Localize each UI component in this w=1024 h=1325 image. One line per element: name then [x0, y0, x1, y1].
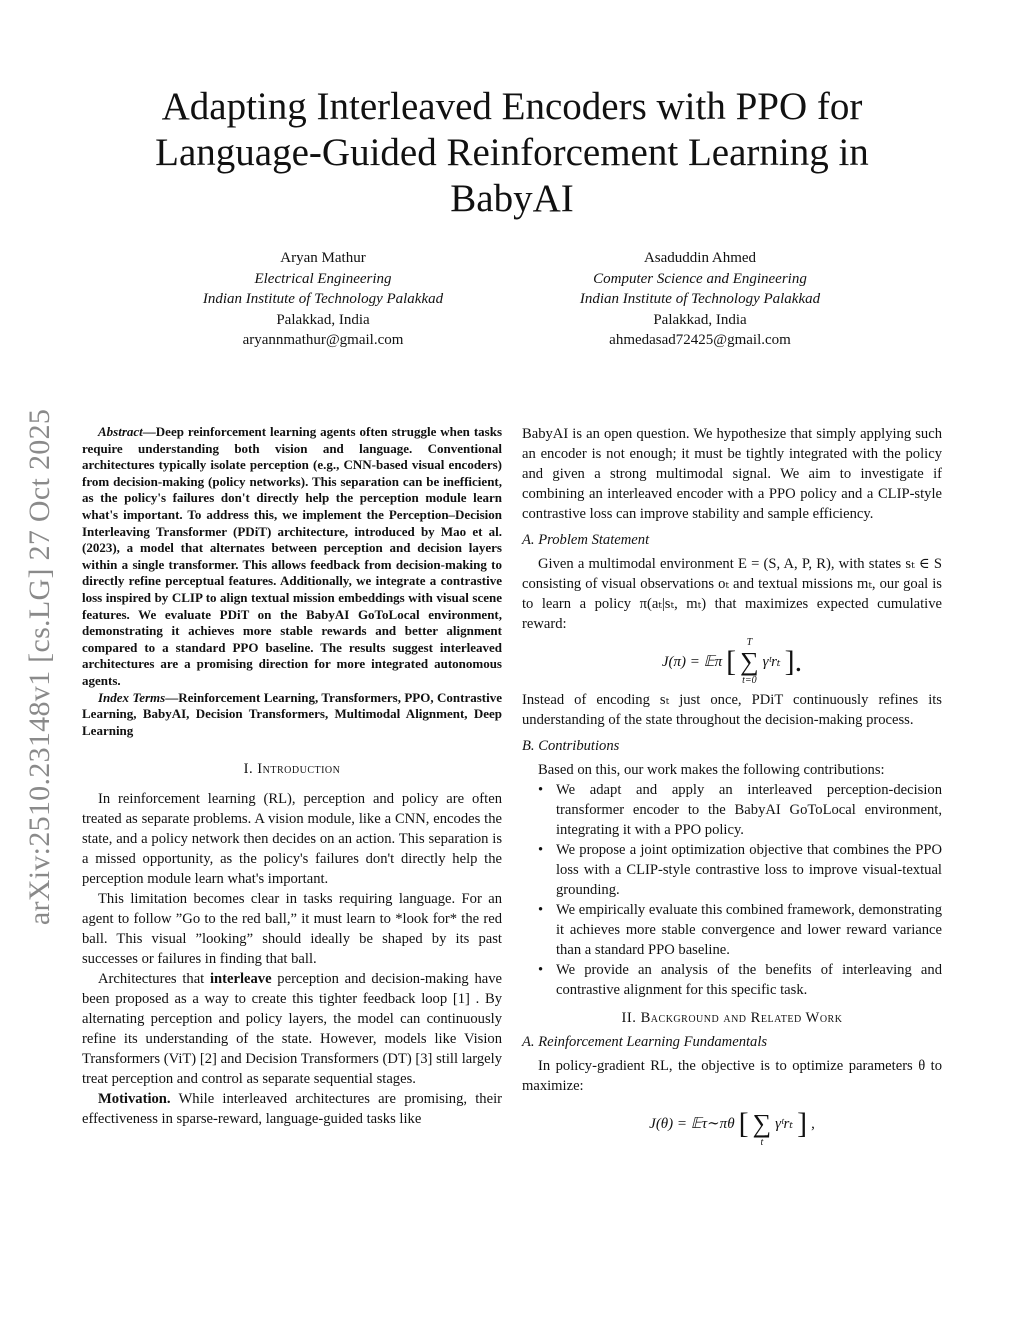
author-block-1	[123, 248, 523, 351]
index-terms-text: —Reinforcement Learning, Transformers, PPO, Contrastive Learning, BabyAI, Decision Transformers, Multimodal Alignment, Deep Learning	[82, 689, 502, 738]
equation-2	[522, 1102, 942, 1146]
subsection-heading-problem: A. Problem Statement	[522, 532, 650, 548]
text-span: While interleaved architectures are promising, their effectiveness in sparse-reward, language-guided tasks like	[82, 1091, 502, 1128]
equation-tail: ,	[811, 1116, 815, 1132]
index-terms-lead: Index Terms	[98, 689, 166, 705]
arxiv-id-text: arXiv:2510.23148v1 [cs.LG] 27 Oct 2025	[23, 408, 56, 926]
author-institution: Indian Institute of Technology Palakkad	[579, 291, 821, 307]
equation-term: γᵗrₜ	[775, 1116, 794, 1132]
list-item: • We provide an analysis of the benefits of interleaving and contrastive alignment for this specific task.	[556, 960, 942, 1000]
text-span: Architectures that	[98, 971, 210, 988]
right-column	[522, 424, 942, 1152]
equation-term: γᵗrₜ	[762, 654, 781, 670]
text-span: perception and decision-making have been proposed as a way to create this tighter feedback loop [1] . By alternating perception and policy layers, the model can continuously refine its understanding of the state. However, models like Vision Transformers (ViT) [2] and Decision Transformers (DT) [3] still largely treat perception and control as separate sequential stages.	[82, 971, 502, 1088]
arxiv-identifier	[18, 372, 62, 962]
section-title: Introduction	[257, 761, 341, 778]
section-heading-background	[522, 1008, 942, 1028]
equation-lhs: J(π) = 𝔼π	[661, 654, 723, 670]
list-item: • We adapt and apply an interleaved perception-decision transformer encoder to the BabyAI GoToLocal environment, integrating it with a PPO policy.	[556, 780, 942, 840]
section-title: Background and Related Work	[640, 1010, 843, 1026]
author-institution: Indian Institute of Technology Palakkad	[202, 291, 444, 307]
problem-paragraph-2: Instead of encoding sₜ just once, PDiT continuously refines its understanding of the state throughout the decision-making process.	[522, 692, 942, 728]
section-heading-introduction	[82, 759, 502, 779]
section-number: I.	[243, 761, 254, 778]
contributions-list	[522, 780, 942, 1000]
problem-paragraph-1: Given a multimodal environment E = (S, A, P, R), with states sₜ ∈ S consisting of visual observations oₜ and textual missions mₜ, our goal is to learn a policy π(aₜ|sₜ, mₜ) that maximizes expected cumulative reward:	[522, 556, 942, 632]
rl-paragraph: In policy-gradient RL, the objective is to optimize parameters θ to maximize:	[522, 1058, 942, 1094]
sum-upper: T	[746, 637, 753, 648]
author-name: Asaduddin Ahmed	[643, 250, 757, 266]
abstract-lead: Abstract	[98, 424, 143, 439]
sum-lower: t=0	[742, 675, 757, 686]
bracket-right: ].	[784, 645, 803, 678]
abstract	[82, 424, 502, 690]
intro-paragraph-3	[82, 969, 502, 1089]
bracket-left: [	[726, 645, 737, 678]
author-email[interactable]: aryannmathur@gmail.com	[242, 332, 404, 348]
author-dept: Computer Science and Engineering	[593, 270, 807, 287]
bold-term: interleave	[209, 971, 272, 988]
equation-1	[522, 637, 942, 686]
author-name: Aryan Mathur	[280, 250, 366, 266]
contributions-intro: Based on this, our work makes the following contributions:	[538, 762, 885, 778]
summation-symbol: T ∑ t=0	[740, 637, 759, 686]
continued-paragraph: BabyAI is an open question. We hypothesize that simply applying such an encoder is not enough; it must be tightly integrated with the policy and given a strong multimodal signal. We aim to investigate if combining an interleaved encoder with a PPO policy and a CLIP-style contrastive loss can improve stability and sample efficiency.	[522, 426, 942, 522]
section-number: II.	[621, 1010, 637, 1026]
abstract-text: —Deep reinforcement learning agents often struggle when tasks require understanding both vision and language. Conventional architectures typically isolate perception (e.g., CNN-based visual encoders) from decision-making (policy networks). This separation can be inefficient, as the policy's failures don't directly help the perception module learn what's important. To address this, we implement the Perception–Decision Interleaving Transformer (PDiT) architecture, introduced by Mao et al. (2023), a model that alternates between perception and decision layers within a single transformer. This allows feedback from decision-making to directly refine perceptual features. Additionally, we integrate a contrastive loss inspired by CLIP to align textual mission embeddings with visual scene features. We evaluate PDiT on the BabyAI GoToLocal environment, demonstrating it achieves more stable rewards and better alignment compared to a standard PPO baseline. The results suggest interleaved architectures are a promising direction for more integrated autonomous agents.	[82, 424, 502, 688]
list-item: • We propose a joint optimization objective that combines the PPO loss with a CLIP-style contrastive loss to improve visual-textual grounding.	[556, 840, 942, 900]
bold-term: Motivation.	[98, 1091, 171, 1108]
paper-title: Adapting Interleaved Encoders with PPO for Language-Guided Reinforcement Learning in BabyAI	[155, 85, 869, 220]
left-column	[82, 424, 502, 1129]
sum-lower: t	[760, 1137, 764, 1148]
subsection-heading-contributions: B. Contributions	[522, 738, 620, 754]
index-terms	[82, 690, 502, 740]
bracket-right: ]	[797, 1107, 808, 1140]
equation-lhs: J(θ) = 𝔼τ∼πθ	[649, 1116, 735, 1132]
list-item: • We empirically evaluate this combined framework, demonstrating it achieves more stable convergence and lower reward variance than a standard PPO baseline.	[556, 900, 942, 960]
intro-paragraph-4	[82, 1089, 502, 1129]
subsection-heading-rl: A. Reinforcement Learning Fundamentals	[522, 1034, 768, 1050]
bracket-left: [	[738, 1107, 749, 1140]
intro-paragraph-2: This limitation becomes clear in tasks requiring language. For an agent to follow ”Go to the red ball,” it must learn to *look for* the red ball. This visual ”looking” should ideally be shaped by its past successes or failures in finding that ball.	[82, 891, 502, 968]
author-dept: Electrical Engineering	[254, 270, 392, 287]
author-location: Palakkad, India	[276, 311, 370, 328]
intro-paragraph-1: In reinforcement learning (RL), perception and policy are often treated as separate problems. A vision module, like a CNN, encodes the state, and a policy network then decides on an action. This separation is a missed opportunity, as the policy's failures don't directly help the perception module learn what's important.	[82, 791, 502, 888]
summation-symbol: ∑ t	[752, 1109, 772, 1148]
author-location: Palakkad, India	[653, 311, 747, 328]
author-email[interactable]: ahmedasad72425@gmail.com	[609, 332, 791, 348]
author-block-2	[500, 248, 900, 351]
